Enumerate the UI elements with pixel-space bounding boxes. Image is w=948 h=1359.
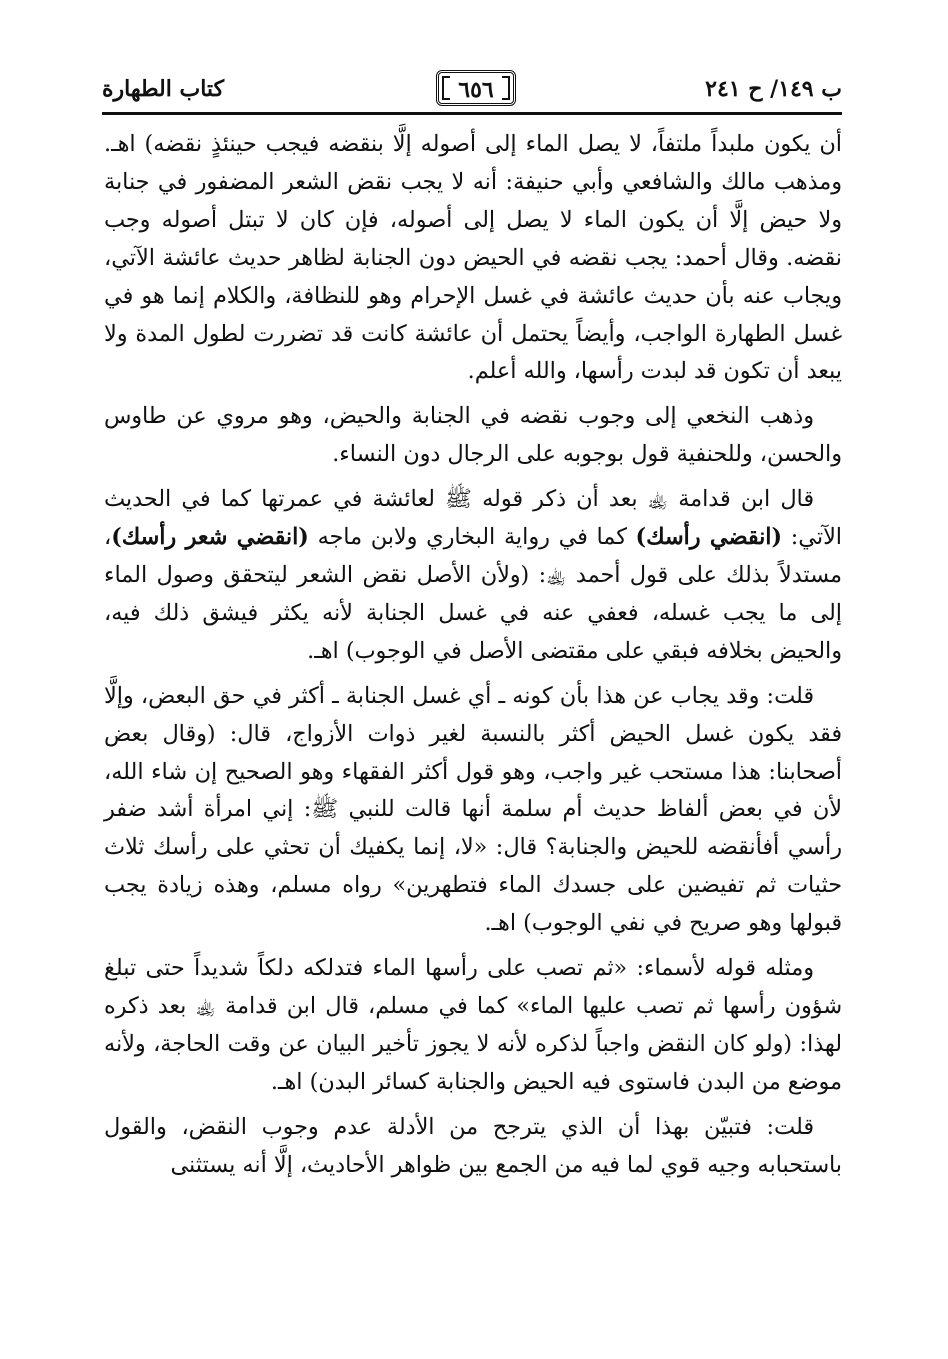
text-run: كما في رواية البخاري ولابن ماجه <box>308 524 636 551</box>
text-run: أن يكون ملبداً ملتفاً، لا يصل الماء إلى أصوله إلَّا بنقضه فيجب حينئذٍ نقضه) اهـ. ومذهب مالك والشافعي وأبي حنيفة: أنه لا يجب نقض الشعر المضفور في جنابة ولا حيض إلَّا أن يكون الماء لا يصل إلى أصوله، فإن كان لا تبتل أصوله وجب نقضه. وقال أحمد: يجب نقضه في الحيض دون الجنابة لظاهر حديث عائشة الآتي، ويجاب عنه بأن حديث عائشة في غسل الإحرام وهو للنظافة، والكلام إنما هو في غسل الطهارة الواجب، وأيضاً يحتمل أن عائشة كانت قد تضررت لطول المدة ولا يبعد أن تكون قد لبدت رأسها، والله أعلم. <box>104 131 842 385</box>
text-run: قلت: فتبيّن بهذا أن الذي يترجح من الأدلة عدم وجوب النقض، والقول باستحبابه وجيه قوي لما فيه من الجمع بين ظواهر الأحاديث، إلَّا أنه يستثنى <box>104 1113 842 1178</box>
paragraph <box>104 126 842 391</box>
paragraph <box>104 950 842 1102</box>
text-run: ومثله قوله لأسماء: «ثم تصب على رأسها الماء فتدلكه دلكاً شديداً حتى تبلغ شؤون رأسها ثم تصب عليها الماء» كما في مسلم، قال ابن قدامة ﵀ بعد ذكره لهذا: (ولو كان النقض واجباً لذكره لأنه لا يجوز تأخير البيان عن وقت الحاجة، ولأنه موضع من البدن فاستوى فيه الحيض والجنابة كسائر البدن) اهـ. <box>104 955 842 1095</box>
book-title: كتاب الطهارة <box>102 76 225 102</box>
header-rule <box>102 112 842 115</box>
paragraph <box>104 398 842 474</box>
text-run: قال ابن قدامة ﵀ بعد أن ذكر قوله ﷺ لعائشة في عمرتها كما في الحديث الآتي: <box>104 486 842 551</box>
text-run: ، مستدلاً بذلك على قول أحمد ﵀: (ولأن الأصل نقض الشعر ليتحقق وصول الماء إلى ما يجب غسله، فعفي عنه في غسل الجنابة لأنه يكثر فيشق ذلك فيه، والحيض بخلافه فبقي على مقتضى الأصل في الوجوب) اهـ. <box>104 524 842 664</box>
page-number-frame <box>436 70 516 106</box>
paragraph <box>104 1109 842 1185</box>
body-text <box>104 126 842 1191</box>
paragraph <box>104 481 842 671</box>
hadith-reference: ب ١٤٩/ ح ٢٤١ <box>705 76 842 102</box>
hadith-quote: (انقضي رأسك) <box>635 524 783 551</box>
paragraph <box>104 678 842 943</box>
page-number: ٦٥٦ <box>458 77 494 103</box>
hadith-quote: (انقضي شعر رأسك) <box>111 524 309 551</box>
text-run: وذهب النخعي إلى وجوب نقضه في الجنابة والحيض، وهو مروي عن طاوس والحسن، وللحنفية قول بوجوبه على الرجال دون النساء. <box>104 403 842 468</box>
text-run: قلت: وقد يجاب عن هذا بأن كونه ـ أي غسل الجنابة ـ أكثر في حق البعض، وإلَّا فقد يكون غسل الحيض أكثر بالنسبة لغير ذوات الأزواج، قال: (وقال بعض أصحابنا: هذا مستحب غير واجب، وهو قول أكثر الفقهاء وهو الصحيح إن شاء الله، لأن في بعض ألفاظ حديث أم سلمة أنها قالت للنبي ﷺ: إني امرأة أشد ضفر رأسي أفأنقضه للحيض والجنابة؟ قال: «لا، إنما يكفيك أن تحثي على رأسك ثلاث حثيات ثم تفيضين على جسدك الماء فتطهرين» رواه مسلم، وهذه زيادة يجب قبولها وهو صريح في نفي الوجوب) اهـ. <box>104 682 843 937</box>
running-header <box>102 70 842 114</box>
